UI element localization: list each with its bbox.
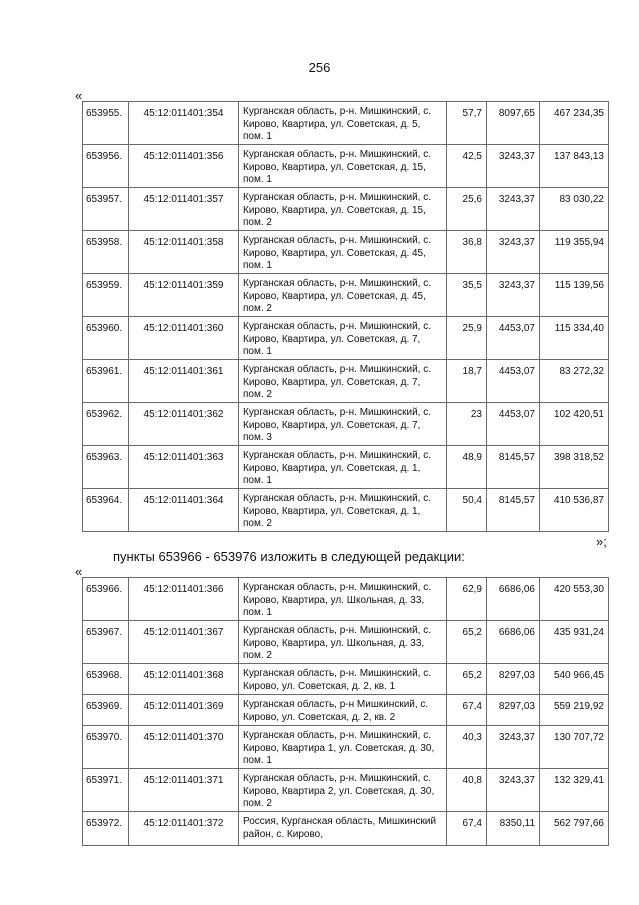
row-number-cell: 653955. [83, 102, 129, 145]
cadastral-value-cell: 540 966,45 [540, 664, 609, 695]
registry-table-2 [82, 577, 609, 846]
table-row [83, 695, 609, 726]
close-quote: »; [596, 534, 607, 549]
cadastral-value-cell: 130 707,72 [540, 726, 609, 769]
table-row [83, 274, 609, 317]
cadastral-number-cell: 45:12:011401:364 [129, 489, 239, 532]
cadastral-value-cell: 102 420,51 [540, 403, 609, 446]
cadastral-number-cell: 45:12:011401:358 [129, 231, 239, 274]
cadastral-number-cell: 45:12:011401:368 [129, 664, 239, 695]
cadastral-rate-cell: 4453,07 [487, 317, 540, 360]
cadastral-value-cell: 137 843,13 [540, 145, 609, 188]
open-quote-top: « [75, 88, 83, 103]
area-cell: 25,9 [447, 317, 487, 360]
cadastral-rate-cell: 8350,11 [487, 812, 540, 846]
row-number-cell: 653967. [83, 621, 129, 664]
area-cell: 23 [447, 403, 487, 446]
area-cell: 50,4 [447, 489, 487, 532]
address-cell: Курганская область, р-н. Мишкинский, с. Кирово, Квартира 2, ул. Советская, д. 30, пом. 2 [239, 769, 447, 812]
cadastral-number-cell: 45:12:011401:371 [129, 769, 239, 812]
cadastral-value-cell: 132 329,41 [540, 769, 609, 812]
area-cell: 42,5 [447, 145, 487, 188]
area-cell: 65,2 [447, 621, 487, 664]
cadastral-rate-cell: 8145,57 [487, 489, 540, 532]
cadastral-number-cell: 45:12:011401:362 [129, 403, 239, 446]
address-cell: Курганская область, р-н. Мишкинский, с. Кирово, Квартира, ул. Советская, д. 15, пом. 2 [239, 188, 447, 231]
row-number-cell: 653960. [83, 317, 129, 360]
cadastral-number-cell: 45:12:011401:356 [129, 145, 239, 188]
table-row [83, 664, 609, 695]
cadastral-value-cell: 398 318,52 [540, 446, 609, 489]
address-cell: Курганская область, р-н. Мишкинский, с. Кирово, Квартира, ул. Советская, д. 7, пом. 1 [239, 317, 447, 360]
cadastral-value-cell: 115 139,56 [540, 274, 609, 317]
cadastral-value-cell: 83 030,22 [540, 188, 609, 231]
area-cell: 48,9 [447, 446, 487, 489]
cadastral-rate-cell: 8145,57 [487, 446, 540, 489]
address-cell: Курганская область, р-н. Мишкинский, с. Кирово, Квартира, ул. Советская, д. 1, пом. 2 [239, 489, 447, 532]
row-number-cell: 653963. [83, 446, 129, 489]
area-cell: 67,4 [447, 695, 487, 726]
row-number-cell: 653961. [83, 360, 129, 403]
cadastral-rate-cell: 3243,37 [487, 231, 540, 274]
cadastral-value-cell: 410 536,87 [540, 489, 609, 532]
row-number-cell: 653959. [83, 274, 129, 317]
address-cell: Курганская область, р-н. Мишкинский, с. Кирово, Квартира, ул. Школьная, д. 33, пом. 2 [239, 621, 447, 664]
cadastral-value-cell: 559 219,92 [540, 695, 609, 726]
row-number-cell: 653970. [83, 726, 129, 769]
area-cell: 65,2 [447, 664, 487, 695]
area-cell: 40,8 [447, 769, 487, 812]
table-row [83, 489, 609, 532]
table-row [83, 188, 609, 231]
table-row [83, 145, 609, 188]
row-number-cell: 653956. [83, 145, 129, 188]
area-cell: 40,3 [447, 726, 487, 769]
page-number: 256 [308, 60, 331, 75]
table-row [83, 621, 609, 664]
cadastral-rate-cell: 6686,06 [487, 578, 540, 621]
cadastral-number-cell: 45:12:011401:359 [129, 274, 239, 317]
address-cell: Россия, Курганская область, Мишкинский район, с. Кирово, [239, 812, 447, 846]
table-row [83, 769, 609, 812]
address-cell: Курганская область, р-н. Мишкинский, с. Кирово, Квартира, ул. Советская, д. 15, пом. 1 [239, 145, 447, 188]
cadastral-rate-cell: 6686,06 [487, 621, 540, 664]
cadastral-rate-cell: 8297,03 [487, 695, 540, 726]
cadastral-number-cell: 45:12:011401:370 [129, 726, 239, 769]
cadastral-number-cell: 45:12:011401:367 [129, 621, 239, 664]
address-cell: Курганская область, р-н. Мишкинский, с. Кирово, Квартира, ул. Школьная, д. 33, пом. 1 [239, 578, 447, 621]
cadastral-rate-cell: 4453,07 [487, 360, 540, 403]
area-cell: 67,4 [447, 812, 487, 846]
cadastral-rate-cell: 3243,37 [487, 145, 540, 188]
cadastral-value-cell: 420 553,30 [540, 578, 609, 621]
cadastral-value-cell: 115 334,40 [540, 317, 609, 360]
cadastral-number-cell: 45:12:011401:366 [129, 578, 239, 621]
address-cell: Курганская область, р-н. Мишкинский, с. Кирово, ул. Советская, д. 2, кв. 1 [239, 664, 447, 695]
cadastral-number-cell: 45:12:011401:369 [129, 695, 239, 726]
area-cell: 62,9 [447, 578, 487, 621]
row-number-cell: 653958. [83, 231, 129, 274]
row-number-cell: 653969. [83, 695, 129, 726]
table-row [83, 578, 609, 621]
area-cell: 36,8 [447, 231, 487, 274]
cadastral-rate-cell: 4453,07 [487, 403, 540, 446]
address-cell: Курганская область, р-н. Мишкинский, с. Кирово, Квартира, ул. Советская, д. 45, пом. 2 [239, 274, 447, 317]
cadastral-number-cell: 45:12:011401:363 [129, 446, 239, 489]
table-row [83, 231, 609, 274]
cadastral-rate-cell: 3243,37 [487, 188, 540, 231]
table-row [83, 360, 609, 403]
cadastral-rate-cell: 3243,37 [487, 274, 540, 317]
row-number-cell: 653968. [83, 664, 129, 695]
address-cell: Курганская область, р-н. Мишкинский, с. Кирово, Квартира, ул. Советская, д. 7, пом. 3 [239, 403, 447, 446]
row-number-cell: 653962. [83, 403, 129, 446]
cadastral-rate-cell: 3243,37 [487, 769, 540, 812]
cadastral-number-cell: 45:12:011401:361 [129, 360, 239, 403]
address-cell: Курганская область, р-н. Мишкинский, с. Кирово, Квартира, ул. Советская, д. 5, пом. 1 [239, 102, 447, 145]
row-number-cell: 653964. [83, 489, 129, 532]
table-row [83, 446, 609, 489]
address-cell: Курганская область, р-н Мишкинский, с. Кирово, ул. Советская, д. 2, кв. 2 [239, 695, 447, 726]
open-quote-bottom: « [75, 564, 83, 579]
cadastral-value-cell: 83 272,32 [540, 360, 609, 403]
address-cell: Курганская область, р-н. Мишкинский, с. Кирово, Квартира 1, ул. Советская, д. 30, пом. 1 [239, 726, 447, 769]
area-cell: 25,6 [447, 188, 487, 231]
cadastral-rate-cell: 8297,03 [487, 664, 540, 695]
address-cell: Курганская область, р-н. Мишкинский, с. Кирово, Квартира, ул. Советская, д. 1, пом. 1 [239, 446, 447, 489]
cadastral-value-cell: 435 931,24 [540, 621, 609, 664]
cadastral-number-cell: 45:12:011401:354 [129, 102, 239, 145]
cadastral-rate-cell: 3243,37 [487, 726, 540, 769]
row-number-cell: 653972. [83, 812, 129, 846]
area-cell: 57,7 [447, 102, 487, 145]
row-number-cell: 653966. [83, 578, 129, 621]
row-number-cell: 653971. [83, 769, 129, 812]
table-row [83, 812, 609, 846]
table-row [83, 403, 609, 446]
address-cell: Курганская область, р-н. Мишкинский, с. Кирово, Квартира, ул. Советская, д. 45, пом. 1 [239, 231, 447, 274]
cadastral-value-cell: 562 797,66 [540, 812, 609, 846]
area-cell: 35,5 [447, 274, 487, 317]
instruction-paragraph: пункты 653966 - 653976 изложить в следующей редакции: [113, 549, 465, 564]
table-row [83, 102, 609, 145]
cadastral-number-cell: 45:12:011401:357 [129, 188, 239, 231]
cadastral-value-cell: 467 234,35 [540, 102, 609, 145]
cadastral-number-cell: 45:12:011401:372 [129, 812, 239, 846]
address-cell: Курганская область, р-н. Мишкинский, с. Кирово, Квартира, ул. Советская, д. 7, пом. 2 [239, 360, 447, 403]
row-number-cell: 653957. [83, 188, 129, 231]
table-row [83, 726, 609, 769]
area-cell: 18,7 [447, 360, 487, 403]
cadastral-rate-cell: 8097,65 [487, 102, 540, 145]
cadastral-value-cell: 119 355,94 [540, 231, 609, 274]
table-row [83, 317, 609, 360]
registry-table-1 [82, 101, 609, 532]
cadastral-number-cell: 45:12:011401:360 [129, 317, 239, 360]
